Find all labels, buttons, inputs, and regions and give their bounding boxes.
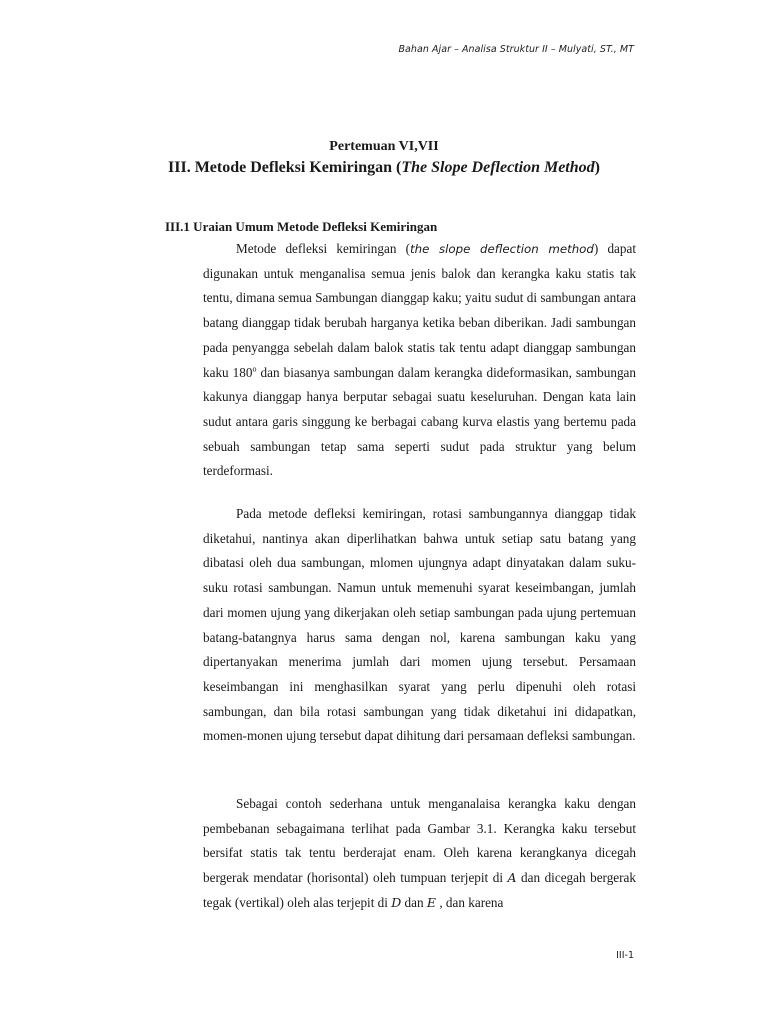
p3-text-b: dan dicegah bergerak tegak (vertikal) oleh alas terjepit di bbox=[203, 870, 636, 910]
title-block bbox=[0, 138, 768, 178]
p2-text: Pada metode defleksi kemiringan, rotasi sambungannya dianggap tidak diketahui, nantinya akan diperlihatkan bahwa untuk setiap satu batang yang dibatasi oleh dua sambungan, mlomen ujungnya adapt dinyatakan dalam suku-suku rotasi sambungan. Namun untuk memenuhi syarat keseimbangan, jumlah dari momen ujung yang dikerjakan oleh setiap sambungan pada ujung pertemuan batang-batangnya harus sama dengan nol, karena sambungan kaku yang dipertanyakan menerima jumlah dari momen ujung tersebut. Persamaan keseimbangan ini menghasilkan syarat yang perlu dipenuhi oleh rotasi sambungan, dan bila rotasi sambungan yang tidak diketahui ini didapatkan, momen-monen ujung tersebut dapat dihitung dari persamaan defleksi sambungan. bbox=[203, 506, 636, 744]
meeting-title: Pertemuan VI,VII bbox=[329, 139, 439, 154]
running-header: Bahan Ajar – Analisa Struktur II – Mulyati, ST., MT bbox=[398, 44, 634, 55]
chapter-title-suffix: ) bbox=[594, 159, 600, 176]
symbol-e: E bbox=[426, 894, 437, 910]
chapter-title-prefix: III. Metode Defleksi Kemiringan ( bbox=[168, 159, 402, 176]
page-number: III-1 bbox=[616, 950, 634, 961]
p3-text-d: , dan karena bbox=[436, 894, 504, 910]
chapter-title-italic: The Slope Deflection Method bbox=[401, 159, 595, 176]
p3-text-a: Sebagai contoh sederhana untuk menganalaisa kerangka kaku dengan pembebanan sebagaimana terlihat pada Gambar 3.1. Kerangka kaku tersebut bersifat statis tak tentu berderajat enam. Oleh karena kerangkanya dicegah bergerak mendatar (horisontal) oleh tumpuan terjepit di bbox=[203, 796, 636, 886]
p1-text-a: Metode defleksi kemiringan ( bbox=[236, 241, 410, 256]
paragraph-2 bbox=[203, 502, 636, 749]
symbol-a: A bbox=[507, 870, 517, 886]
symbol-d: D bbox=[391, 894, 402, 910]
paragraph-1 bbox=[203, 237, 636, 484]
chapter-title bbox=[0, 158, 768, 178]
p1-text-c: dan biasanya sambungan dalam kerangka dideformasikan, sambungan kakunya dianggap hanya berputar sebagai suatu keseluruhan. Dengan kata lain sudut antara garis singgung ke berbagai cabang kurva elastis yang bertemu pada sebuah sambungan tetap sama seperti sudut pada struktur yang belum terdeformasi. bbox=[203, 364, 636, 479]
degree-superscript: o bbox=[252, 364, 257, 374]
section-heading: III.1 Uraian Umum Metode Defleksi Kemiringan bbox=[165, 219, 438, 234]
paragraph-3 bbox=[203, 792, 636, 916]
p1-text-b: ) dapat digunakan untuk menganalisa semua jenis balok dan kerangka kaku statis tak tentu, dimana semua Sambungan dianggap kaku; yaitu sudut di sambungan antara batang dianggap tidak berubah harganya ketika beban diberikan. Jadi sambungan pada penyangga sebelah dalam balok statis tak tentu adapt dianggap sambungan kaku 180 bbox=[203, 241, 637, 380]
p3-text-c: dan bbox=[401, 894, 427, 910]
p1-term: the slope deflection method bbox=[410, 242, 594, 256]
